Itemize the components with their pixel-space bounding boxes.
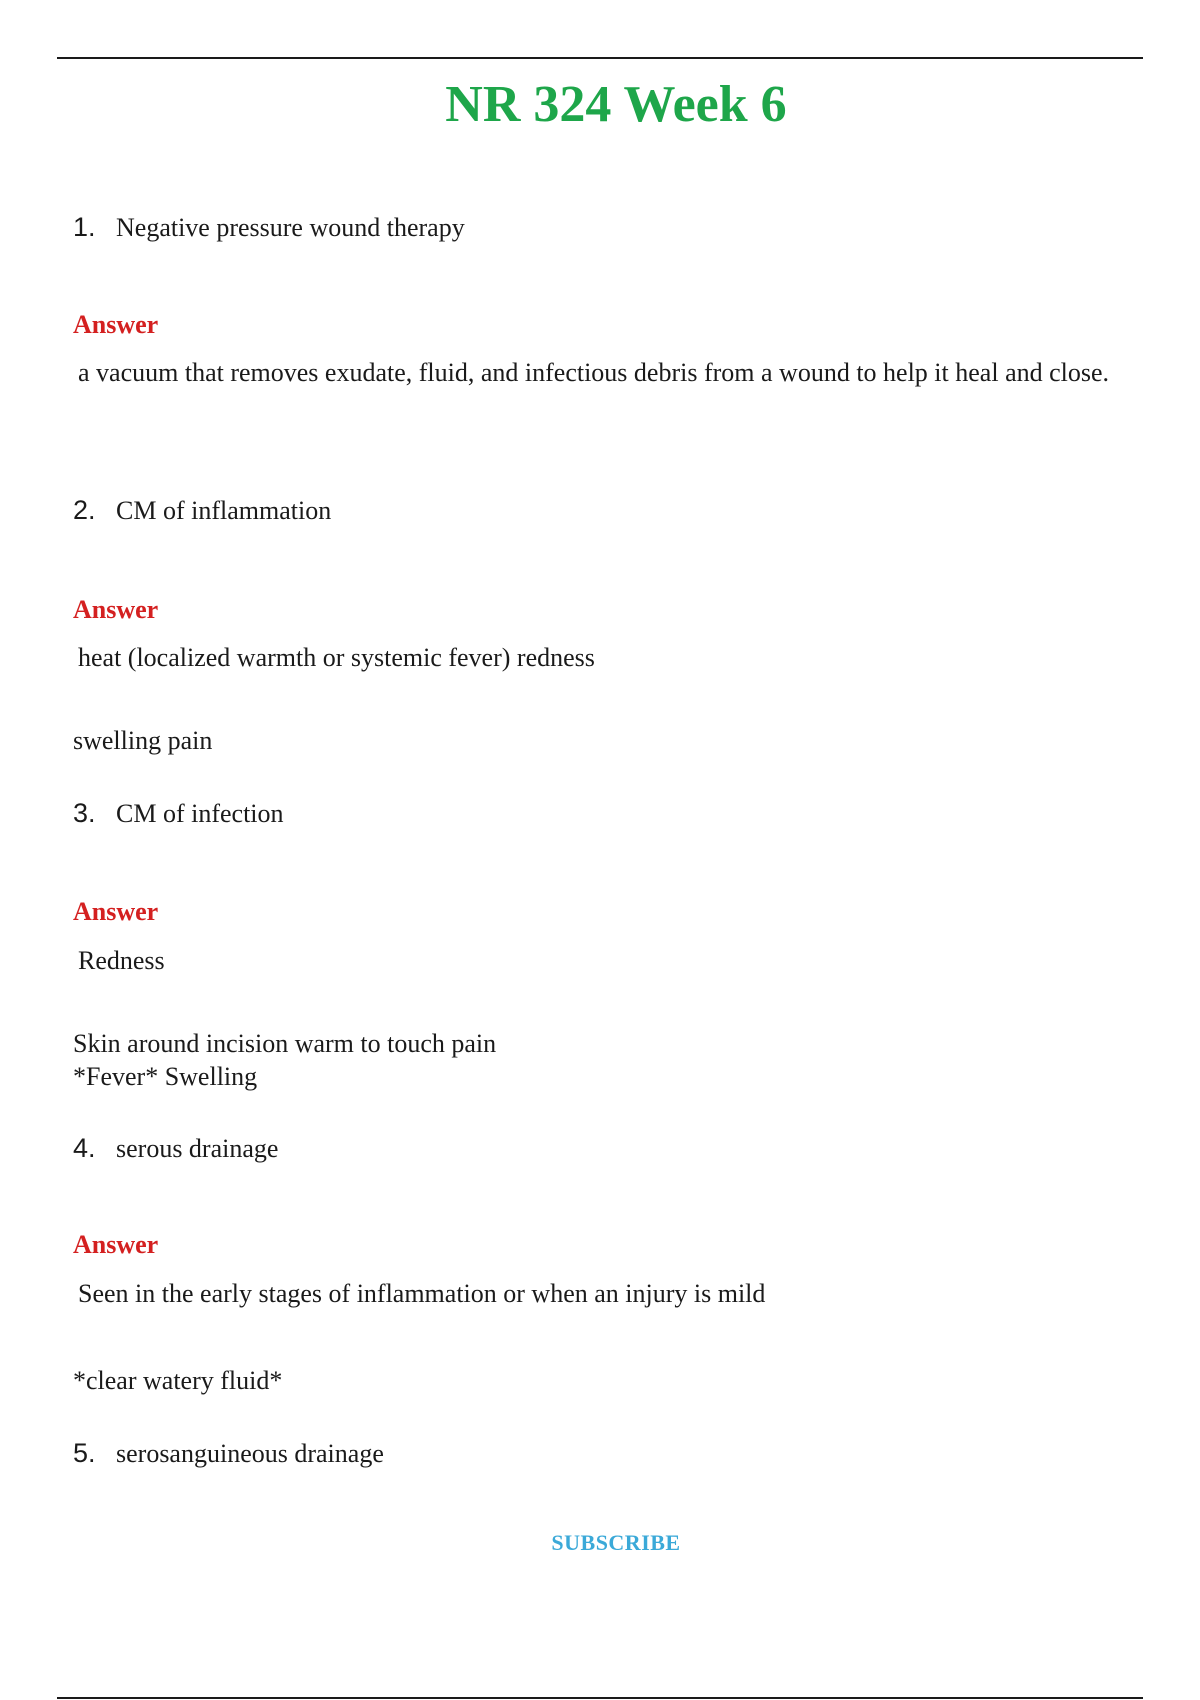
answer-label-3: Answer [73,897,159,926]
answer-3-line-1: Redness [78,946,165,975]
question-text: serous drainage [116,1134,279,1163]
answer-2-line-1: heat (localized warmth or systemic fever) redness [78,643,595,672]
subscribe-link[interactable]: SUBSCRIBE [551,1530,681,1555]
question-number: 5. [73,1438,96,1468]
top-rule [57,57,1143,59]
answer-1-line-1: a vacuum that removes exudate, fluid, and infectious debris from a wound to help it heal and close. [78,358,1110,387]
answer-3-line-3: *Fever* Swelling [73,1062,258,1091]
question-number: 1. [73,212,96,242]
answer-label-4: Answer [73,1230,159,1259]
question-text: CM of inflammation [116,496,332,525]
answer-3-line-2: Skin around incision warm to touch pain [73,1029,497,1058]
answer-label-1: Answer [73,310,159,339]
question-3 [73,796,284,831]
question-5 [73,1436,384,1471]
question-text: Negative pressure wound therapy [116,213,465,242]
question-number: 2. [73,495,96,525]
question-number: 4. [73,1133,96,1163]
question-1 [73,210,465,245]
answer-2-line-2: swelling pain [73,726,213,755]
answer-4-line-2: *clear watery fluid* [73,1366,283,1395]
question-text: CM of infection [116,799,284,828]
question-2 [73,493,331,528]
answer-4-line-1: Seen in the early stages of inflammation or when an injury is mild [78,1279,766,1308]
question-text: serosanguineous drainage [116,1439,384,1468]
page-title: NR 324 Week 6 [445,76,787,133]
answer-label-2: Answer [73,595,159,624]
question-number: 3. [73,798,96,828]
question-4 [73,1131,278,1166]
bottom-rule [57,1697,1143,1699]
